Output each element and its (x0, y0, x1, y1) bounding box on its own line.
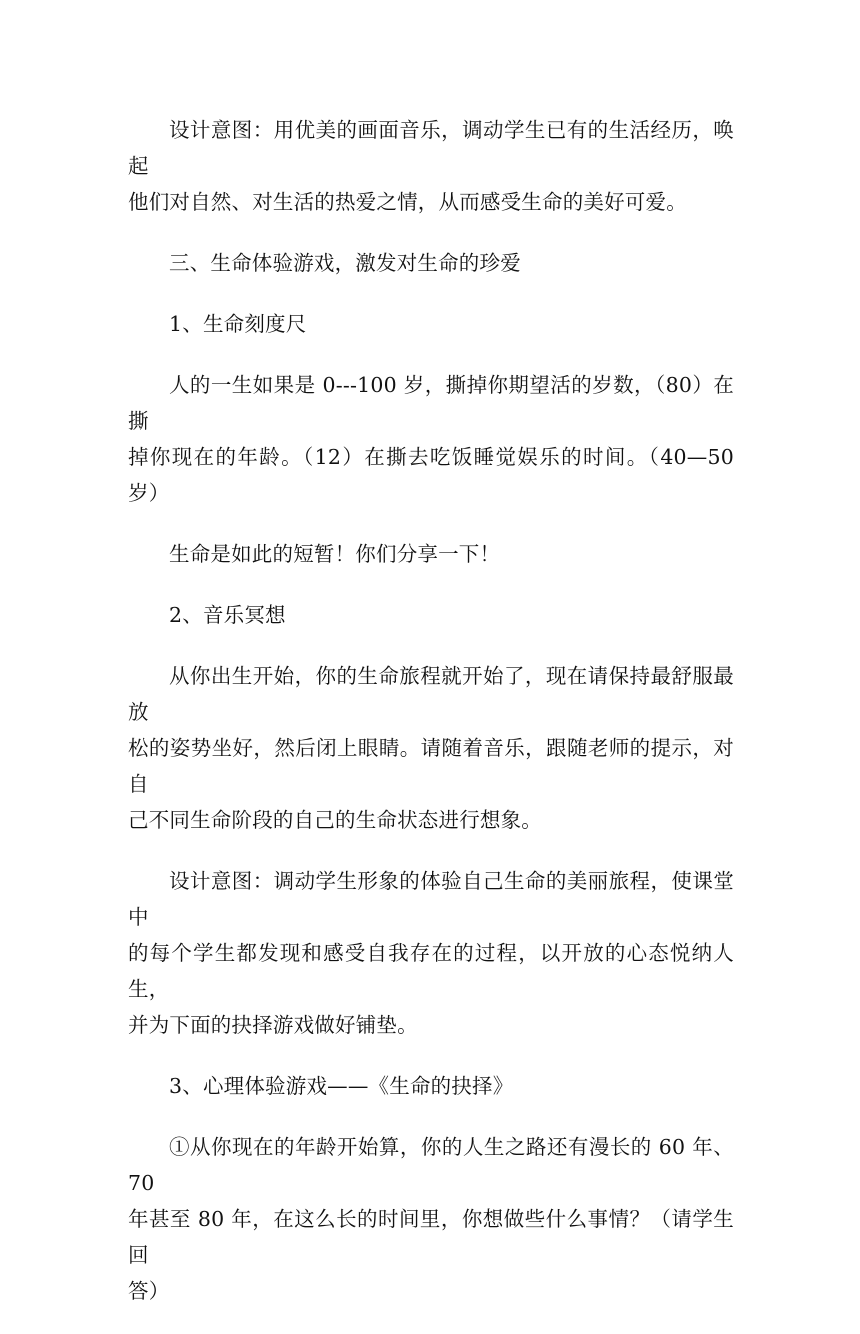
paragraph-life-choice-question (128, 1129, 734, 1309)
paragraph-share (128, 536, 734, 572)
text-line: 3、心理体验游戏——《生命的抉择》 (169, 1074, 514, 1098)
text-line: 己不同生命阶段的自己的生命状态进行想象。 (128, 808, 542, 832)
paragraph-life-ruler (128, 367, 734, 511)
paragraph-music-meditation (128, 658, 734, 838)
text-line: 从你出生开始，你的生命旅程就开始了，现在请保持最舒服最放 (128, 664, 734, 724)
section-heading-life-experience-games (128, 245, 734, 281)
paragraph-design-intent-1 (128, 112, 734, 220)
text-line: 生命是如此的短暂！你们分享一下！ (169, 542, 501, 566)
text-line: 人的一生如果是 0---100 岁，撕掉你期望活的岁数，（80）在撕 (128, 373, 734, 433)
subheading-music-meditation (128, 597, 734, 633)
text-line: 掉你现在的年龄。（12）在撕去吃饭睡觉娱乐的时间。（40—50 岁） (128, 445, 734, 505)
subheading-life-choice-game (128, 1068, 734, 1104)
text-line: 设计意图：用优美的画面音乐，调动学生已有的生活经历，唤起 (128, 118, 734, 178)
subheading-life-ruler (128, 306, 734, 342)
text-line: 1、生命刻度尺 (169, 312, 307, 336)
text-line: 他们对自然、对生活的热爱之情，从而感受生命的美好可爱。 (128, 190, 687, 214)
text-line: 设计意图：调动学生形象的体验自己生命的美丽旅程，使课堂中 (128, 869, 734, 929)
text-line: 答） (128, 1279, 170, 1303)
text-line: 三、生命体验游戏，激发对生命的珍爱 (169, 251, 521, 275)
text-line: ①从你现在的年龄开始算，你的人生之路还有漫长的 60 年、70 (128, 1135, 734, 1195)
text-line: 并为下面的抉择游戏做好铺垫。 (128, 1013, 418, 1037)
text-line: 2、音乐冥想 (169, 603, 286, 627)
document-body (128, 112, 734, 1334)
text-line: 的每个学生都发现和感受自我存在的过程，以开放的心态悦纳人生， (128, 941, 734, 1001)
paragraph-design-intent-2 (128, 863, 734, 1043)
text-line: 年甚至 80 年，在这么长的时间里，你想做些什么事情？（请学生回 (128, 1207, 734, 1267)
text-line: 松的姿势坐好，然后闭上眼睛。请随着音乐，跟随老师的提示，对自 (128, 736, 734, 796)
